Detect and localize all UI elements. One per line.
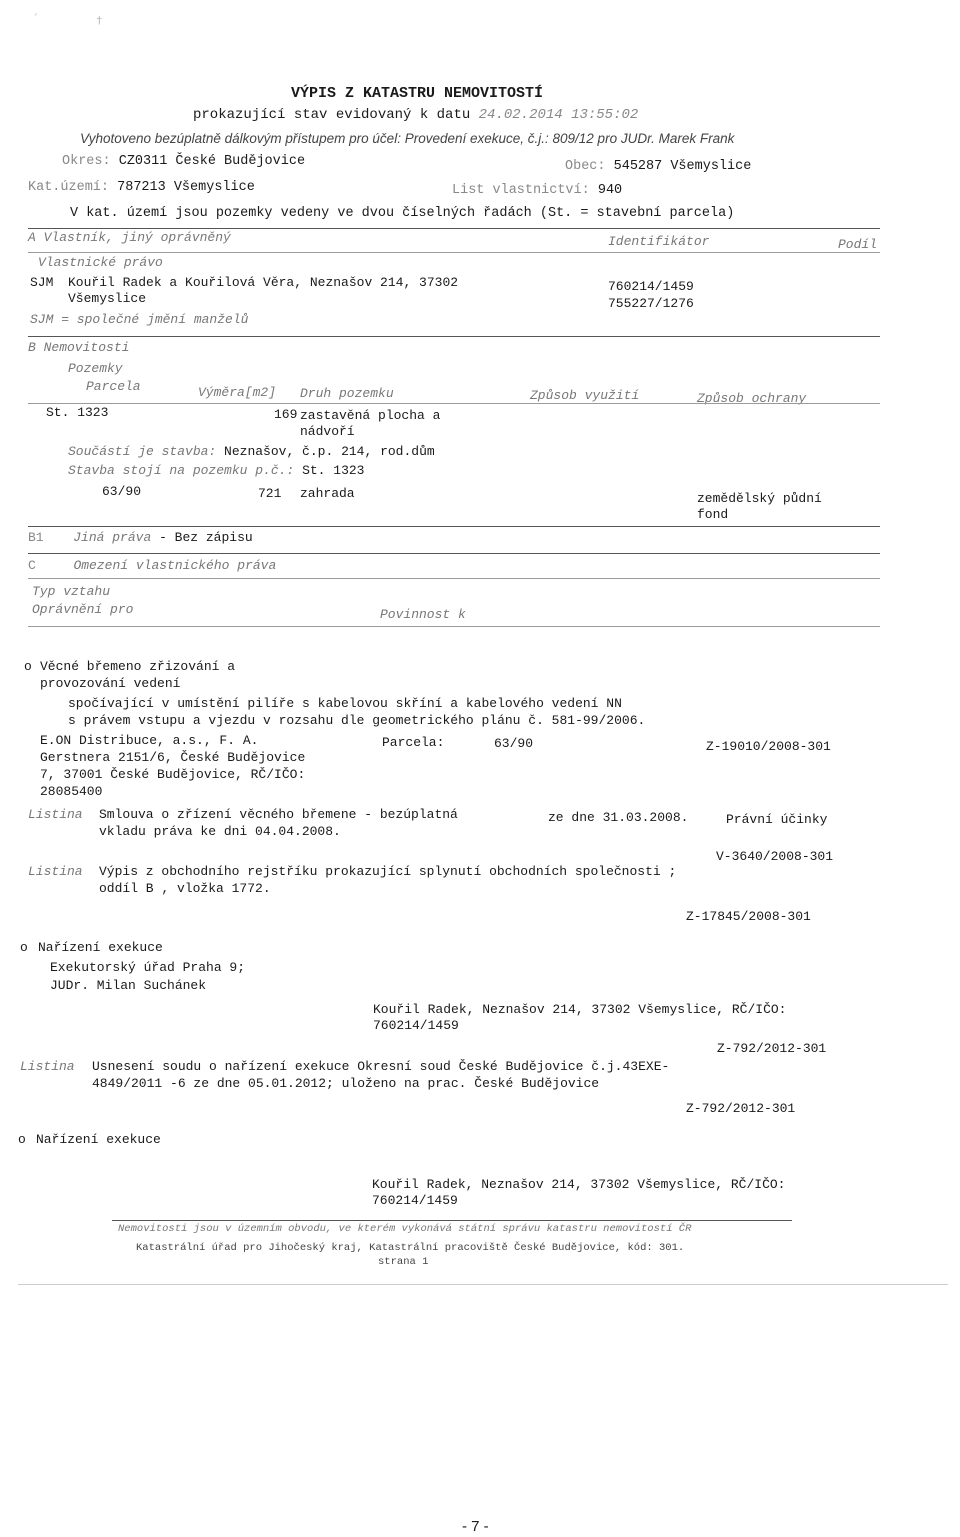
obec-value: 545287 Všemyslice bbox=[613, 159, 752, 174]
scan-mark-left: ´ bbox=[32, 12, 39, 25]
entry-2-obligor-line2: 760214/1459 bbox=[373, 1018, 459, 1033]
parcel-2-number: 63/90 bbox=[102, 484, 142, 499]
entry-3-title: Nařízení exekuce bbox=[36, 1132, 161, 1147]
obec-row bbox=[565, 159, 751, 175]
entry-1-listina2-line1: Výpis z obchodního rejstříku prokazující splynutí obchodních společnosti ; bbox=[99, 864, 677, 879]
section-b-title: B Nemovitosti bbox=[28, 340, 130, 355]
entry-1-parcela-label: Parcela: bbox=[382, 735, 445, 750]
entry-1-bullet: o bbox=[24, 659, 32, 674]
soucasti-value: Neznašov, č.p. 214, rod.dům bbox=[224, 444, 435, 459]
soucasti-label: Součástí je stavba: bbox=[68, 444, 217, 459]
divider bbox=[28, 252, 880, 253]
sjm-legend: SJM = společné jmění manželů bbox=[30, 312, 249, 327]
entry-3-obligor-line1: Kouřil Radek, Neznašov 214, 37302 Všemyslice, RČ/IČO: bbox=[372, 1177, 786, 1192]
entry-2-ref1: Z-792/2012-301 bbox=[717, 1041, 827, 1056]
divider bbox=[28, 626, 880, 627]
divider bbox=[28, 403, 880, 404]
entry-3-bullet: o bbox=[18, 1132, 26, 1147]
entry-2-listina-line2: 4849/2011 -6 ze dne 05.01.2012; uloženo na prac. České Budějovice bbox=[92, 1076, 600, 1091]
entry-1-listina2-line2: oddíl B , vložka 1772. bbox=[99, 881, 271, 896]
col-druh: Druh pozemku bbox=[300, 386, 394, 401]
section-b1 bbox=[28, 531, 253, 546]
section-c bbox=[28, 559, 276, 574]
entry-2-listina-label: Listina bbox=[20, 1059, 75, 1074]
stavba-label: Stavba stojí na pozemku p.č.: bbox=[68, 463, 295, 478]
entry-1-listina1-line2: vkladu práva ke dni 04.04.2008. bbox=[99, 824, 341, 839]
list-label: List vlastnictví: bbox=[452, 183, 590, 198]
divider bbox=[28, 526, 880, 527]
entry-2-listina-line1: Usnesení soudu o nařízení exekuce Okresní soud České Budějovice č.j.43EXE- bbox=[92, 1059, 670, 1074]
entry-1-party-line2: Gerstnera 2151/6, České Budějovice bbox=[40, 750, 306, 765]
parcel-1-area: 169 bbox=[274, 407, 298, 422]
owner-line1: Kouřil Radek a Kouřilová Věra, Neznašov 214, 37302 bbox=[68, 275, 459, 290]
col-podil: Podíl bbox=[838, 237, 878, 252]
obec-label: Obec: bbox=[565, 159, 606, 174]
parcel-1-type-line1: zastavěná plocha a bbox=[300, 408, 441, 423]
col-povinnost: Povinnost k bbox=[380, 607, 466, 622]
list-value: 940 bbox=[597, 183, 623, 198]
document-title: VÝPIS Z KATASTRU NEMOVITOSTÍ bbox=[291, 85, 544, 102]
col-vymera: Výměra[m2] bbox=[198, 385, 277, 400]
footer-page-label: strana 1 bbox=[378, 1256, 429, 1268]
entry-2-bullet: o bbox=[20, 940, 28, 955]
parcel-1-type-line2: nádvoří bbox=[300, 424, 355, 439]
entry-1-parcela-value: 63/90 bbox=[494, 736, 534, 751]
entry-2-party-line1: Exekutorský úřad Praha 9; bbox=[50, 960, 246, 975]
entry-1-title-line1: Věcné břemeno zřizování a bbox=[40, 659, 236, 674]
col-parcela: Parcela bbox=[86, 379, 141, 394]
generated-note: Vyhotoveno bezúplatně dálkovým přístupem pro účel: Provedení exekuce, č.j.: 809/12 pro JUDr. Marek Frank bbox=[80, 131, 735, 146]
col-identifikator: Identifikátor bbox=[608, 234, 710, 249]
parcel-2-type: zahrada bbox=[300, 486, 355, 501]
entry-1-listina1-date: ze dne 31.03.2008. bbox=[548, 810, 689, 825]
owner-type: SJM bbox=[30, 275, 54, 290]
vlastnicke-pravo: Vlastnické právo bbox=[38, 255, 163, 270]
ident-1: 760214/1459 bbox=[608, 279, 694, 294]
entry-1-ref2: V-3640/2008-301 bbox=[716, 849, 834, 864]
section-b1-label: Jiná práva bbox=[73, 530, 152, 545]
parcel-1-number: St. 1323 bbox=[46, 405, 109, 420]
divider bbox=[28, 553, 880, 554]
subtitle-prefix: prokazující stav evidovaný k datu bbox=[193, 107, 471, 123]
owner-line2: Všemyslice bbox=[68, 291, 147, 306]
section-c-code: C bbox=[28, 558, 36, 573]
page-number: - 7 - bbox=[462, 1518, 489, 1535]
entry-2-obligor-line1: Kouřil Radek, Neznašov 214, 37302 Všemyslice, RČ/IČO: bbox=[373, 1002, 787, 1017]
section-b1-code: B1 bbox=[28, 530, 44, 545]
stavba-row bbox=[68, 464, 364, 479]
parcel-2-protection-line2: fond bbox=[697, 507, 729, 522]
col-typ-vztahu: Typ vztahu bbox=[32, 584, 111, 599]
ident-2: 755227/1276 bbox=[608, 296, 694, 311]
entry-3-obligor-line2: 760214/1459 bbox=[372, 1193, 458, 1208]
section-b1-value: - Bez zápisu bbox=[159, 530, 253, 545]
entry-1-title-line2: provozování vedení bbox=[40, 676, 181, 691]
section-a-title: A Vlastník, jiný oprávněný bbox=[28, 230, 231, 245]
col-ochrana: Způsob ochrany bbox=[697, 391, 807, 406]
footer-line1: Nemovitosti jsou v územním obvodu, ve kterém vykonává státní správu katastru nemovitostí ČR bbox=[118, 1223, 692, 1235]
numbering-note: V kat. území jsou pozemky vedeny ve dvou číselných řadách (St. = stavební parcela) bbox=[70, 206, 735, 221]
section-c-label: Omezení vlastnického práva bbox=[73, 558, 277, 573]
entry-1-listina1-label: Listina bbox=[28, 807, 83, 822]
col-opravneni: Oprávnění pro bbox=[32, 602, 134, 617]
entry-1-party-line3: 7, 37001 České Budějovice, RČ/IČO: bbox=[40, 767, 306, 782]
parcel-2-area: 721 bbox=[258, 486, 282, 501]
okres-label: Okres: bbox=[62, 154, 111, 169]
entry-1-desc-line1: spočívající v umístění pilíře s kabelovou skříní a kabelového vedení NN bbox=[68, 696, 622, 711]
entry-1-party-line1: E.ON Distribuce, a.s., F. A. bbox=[40, 733, 259, 748]
entry-1-desc-line2: s právem vstupu a vjezdu v rozsahu dle geometrického plánu č. 581-99/2006. bbox=[68, 713, 646, 728]
okres-row bbox=[62, 154, 305, 170]
entry-2-party-line2: JUDr. Milan Suchánek bbox=[50, 978, 207, 993]
entry-2-ref2: Z-792/2012-301 bbox=[686, 1101, 796, 1116]
katuzemi-row bbox=[28, 180, 255, 196]
entry-1-listina2-label: Listina bbox=[28, 864, 83, 879]
list-row bbox=[452, 183, 622, 199]
subtitle bbox=[193, 107, 638, 123]
col-vyuziti: Způsob využití bbox=[530, 388, 640, 403]
page-edge bbox=[18, 1284, 948, 1285]
entry-1-ref: Z-19010/2008-301 bbox=[706, 739, 831, 754]
entry-2-title: Nařízení exekuce bbox=[38, 940, 163, 955]
entry-1-listina1-line1: Smlouva o zřízení věcného břemene - bezúplatná bbox=[99, 807, 458, 822]
soucasti-row bbox=[68, 445, 435, 460]
scan-mark-right: † bbox=[96, 14, 103, 27]
okres-value: CZ0311 České Budějovice bbox=[118, 154, 306, 169]
entry-1-ref3: Z-17845/2008-301 bbox=[686, 909, 811, 924]
entry-1-listina1-effect: Právní účinky bbox=[726, 812, 828, 827]
subtitle-date: 24.02.2014 13:55:02 bbox=[478, 107, 639, 123]
parcel-2-protection-line1: zemědělský půdní bbox=[697, 491, 822, 506]
divider bbox=[28, 578, 880, 579]
katuzemi-label: Kat.území: bbox=[28, 180, 110, 195]
footer-line2: Katastrální úřad pro Jihočeský kraj, Katastrální pracoviště České Budějovice, kód: 301. bbox=[136, 1242, 685, 1254]
divider bbox=[28, 336, 880, 337]
footer-divider bbox=[112, 1220, 792, 1221]
pozemky-label: Pozemky bbox=[68, 361, 123, 376]
entry-1-party-line4: 28085400 bbox=[40, 784, 103, 799]
divider bbox=[28, 228, 880, 229]
stavba-value: St. 1323 bbox=[302, 463, 365, 478]
katuzemi-value: 787213 Všemyslice bbox=[117, 180, 255, 195]
